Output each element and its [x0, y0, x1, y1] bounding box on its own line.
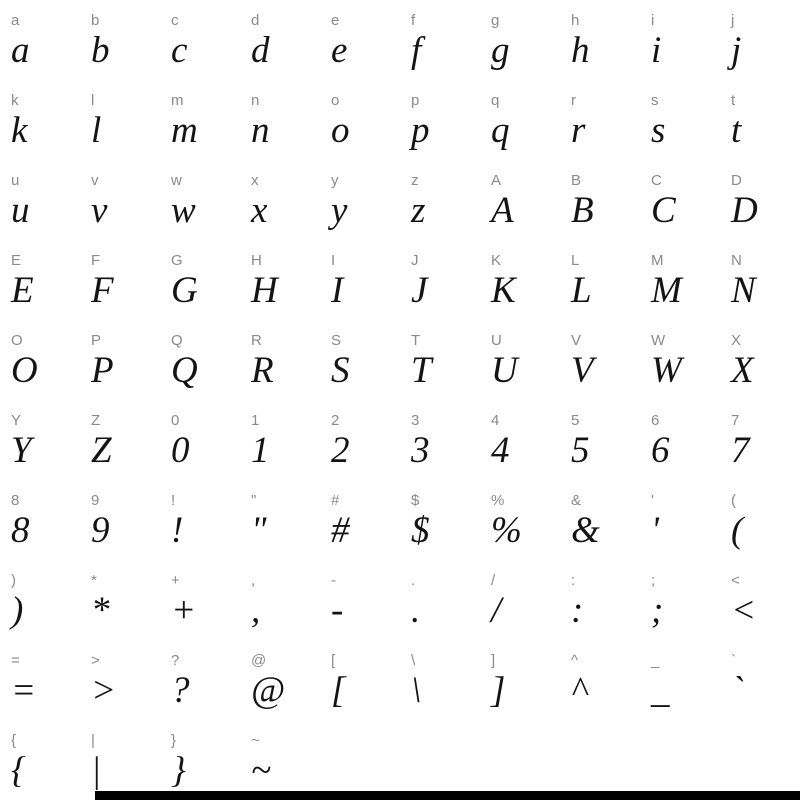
glyph-cell[interactable]: [320, 0, 400, 80]
glyph-label: R: [251, 332, 262, 349]
glyph-label: 5: [571, 412, 580, 429]
glyph-cell[interactable]: [160, 560, 240, 640]
glyph-label: #: [331, 492, 340, 509]
glyph-preview: :: [571, 590, 584, 631]
glyph-preview: T: [411, 350, 432, 391]
glyph-cell[interactable]: [160, 0, 240, 80]
glyph-label: r: [571, 92, 576, 109]
glyph-cell[interactable]: [160, 640, 240, 720]
glyph-cell[interactable]: [480, 240, 560, 320]
glyph-preview: j: [731, 30, 742, 71]
glyph-label: d: [251, 12, 260, 29]
glyph-cell[interactable]: [240, 240, 320, 320]
glyph-label: +: [171, 572, 180, 589]
glyph-preview: \: [411, 670, 422, 711]
glyph-cell[interactable]: [640, 240, 720, 320]
glyph-label: e: [331, 12, 340, 29]
glyph-preview: I: [331, 270, 344, 311]
glyph-preview: H: [251, 270, 278, 311]
glyph-preview: q: [491, 110, 510, 151]
glyph-label: w: [171, 172, 182, 189]
glyph-cell[interactable]: [640, 640, 720, 720]
glyph-cell[interactable]: [80, 720, 160, 800]
glyph-cell[interactable]: [400, 320, 480, 400]
glyph-preview: ]: [491, 670, 506, 711]
glyph-cell[interactable]: [80, 0, 160, 80]
glyph-label: S: [331, 332, 342, 349]
glyph-preview: /: [491, 590, 502, 631]
glyph-preview: E: [11, 270, 34, 311]
glyph-label: q: [491, 92, 500, 109]
glyph-cell[interactable]: [320, 640, 400, 720]
glyph-cell[interactable]: [480, 160, 560, 240]
glyph-preview: e: [331, 30, 348, 71]
glyph-label: A: [491, 172, 502, 189]
glyph-preview: S: [331, 350, 350, 391]
glyph-preview: C: [651, 190, 676, 231]
glyph-label: 4: [491, 412, 500, 429]
glyph-preview: m: [171, 110, 198, 151]
glyph-preview: t: [731, 110, 742, 151]
glyph-preview: G: [171, 270, 198, 311]
glyph-label: z: [411, 172, 419, 189]
glyph-label: j: [731, 12, 735, 29]
glyph-cell[interactable]: [320, 320, 400, 400]
glyph-label: F: [91, 252, 101, 269]
glyph-cell[interactable]: [560, 640, 640, 720]
glyph-cell[interactable]: [80, 320, 160, 400]
glyph-cell[interactable]: [560, 80, 640, 160]
glyph-cell[interactable]: [240, 720, 320, 800]
glyph-cell[interactable]: [0, 400, 80, 480]
glyph-label: \: [411, 652, 416, 669]
glyph-preview: o: [331, 110, 350, 151]
glyph-preview: B: [571, 190, 594, 231]
glyph-cell[interactable]: [160, 320, 240, 400]
glyph-label: o: [331, 92, 340, 109]
glyph-preview: l: [91, 110, 102, 151]
glyph-cell[interactable]: [240, 320, 320, 400]
glyph-preview: +: [171, 590, 196, 631]
glyph-cell[interactable]: [720, 640, 800, 720]
glyph-label: K: [491, 252, 502, 269]
glyph-label: X: [731, 332, 742, 349]
glyph-preview: p: [411, 110, 430, 151]
glyph-preview: y: [331, 190, 348, 231]
glyph-preview: K: [491, 270, 516, 311]
glyph-preview: f: [411, 30, 422, 71]
glyph-cell[interactable]: [480, 320, 560, 400]
glyph-preview: ?: [171, 670, 190, 711]
glyph-label: t: [731, 92, 736, 109]
glyph-label: O: [11, 332, 23, 349]
glyph-preview: A: [491, 190, 514, 231]
glyph-label: `: [731, 652, 736, 669]
glyph-cell[interactable]: [400, 560, 480, 640]
glyph-cell[interactable]: [320, 560, 400, 640]
glyph-label: =: [11, 652, 20, 669]
glyph-cell[interactable]: [480, 0, 560, 80]
glyph-cell[interactable]: [400, 400, 480, 480]
glyph-cell[interactable]: [160, 80, 240, 160]
glyph-cell[interactable]: [240, 560, 320, 640]
glyph-cell[interactable]: [240, 0, 320, 80]
glyph-preview: 2: [331, 430, 350, 471]
glyph-label: c: [171, 12, 179, 29]
glyph-label: {: [11, 732, 17, 749]
glyph-cell[interactable]: [160, 480, 240, 560]
glyph-label: 7: [731, 412, 740, 429]
glyph-label: v: [91, 172, 99, 189]
glyph-cell[interactable]: [560, 0, 640, 80]
glyph-preview: b: [91, 30, 110, 71]
glyph-label: !: [171, 492, 176, 509]
glyph-cell[interactable]: [400, 80, 480, 160]
glyph-cell[interactable]: [480, 480, 560, 560]
glyph-label: k: [11, 92, 19, 109]
glyph-preview: ;: [651, 590, 664, 631]
glyph-cell[interactable]: [0, 640, 80, 720]
glyph-cell[interactable]: [160, 160, 240, 240]
glyph-preview: =: [11, 670, 36, 711]
glyph-label: n: [251, 92, 260, 109]
glyph-cell[interactable]: [240, 480, 320, 560]
glyph-label: p: [411, 92, 420, 109]
glyph-cell[interactable]: [160, 400, 240, 480]
glyph-cell[interactable]: [720, 400, 800, 480]
glyph-preview: *: [91, 590, 110, 631]
glyph-label: Q: [171, 332, 183, 349]
glyph-cell[interactable]: [640, 80, 720, 160]
glyph-label: 2: [331, 412, 340, 429]
glyph-label: P: [91, 332, 102, 349]
glyph-label: :: [571, 572, 576, 589]
glyph-preview: 9: [91, 510, 110, 551]
glyph-cell[interactable]: [560, 160, 640, 240]
glyph-cell[interactable]: [0, 320, 80, 400]
glyph-preview: !: [171, 510, 184, 551]
glyph-cell[interactable]: [480, 640, 560, 720]
glyph-preview: ~: [251, 750, 272, 791]
glyph-preview: L: [571, 270, 592, 311]
glyph-preview: d: [251, 30, 270, 71]
glyph-cell[interactable]: [80, 480, 160, 560]
glyph-cell[interactable]: [720, 560, 800, 640]
glyph-preview: {: [11, 750, 26, 791]
glyph-label: H: [251, 252, 262, 269]
glyph-cell[interactable]: [80, 560, 160, 640]
glyph-preview: _: [651, 670, 670, 711]
glyph-label: *: [91, 572, 97, 589]
glyph-cell[interactable]: [0, 80, 80, 160]
glyph-label: [: [331, 652, 336, 669]
glyph-label: 1: [251, 412, 260, 429]
glyph-cell[interactable]: [160, 240, 240, 320]
glyph-cell[interactable]: [240, 400, 320, 480]
glyph-preview: 7: [731, 430, 750, 471]
glyph-cell[interactable]: [560, 400, 640, 480]
glyph-cell[interactable]: [400, 160, 480, 240]
glyph-label: 0: [171, 412, 180, 429]
glyph-preview: Z: [91, 430, 112, 471]
glyph-preview: .: [411, 590, 421, 631]
glyph-preview: Q: [171, 350, 198, 391]
glyph-preview: [: [331, 670, 346, 711]
glyph-cell[interactable]: [480, 80, 560, 160]
glyph-label: >: [91, 652, 100, 669]
glyph-label: @: [251, 652, 267, 669]
glyph-preview: 1: [251, 430, 270, 471]
glyph-label: }: [171, 732, 177, 749]
glyph-preview: $: [411, 510, 430, 551]
glyph-preview: n: [251, 110, 270, 151]
glyph-preview: x: [251, 190, 268, 231]
glyph-label: a: [11, 12, 20, 29]
glyph-preview: Y: [11, 430, 32, 471]
glyph-preview: ): [11, 590, 24, 631]
glyph-preview: @: [251, 670, 286, 711]
glyph-cell[interactable]: [320, 400, 400, 480]
glyph-preview: D: [731, 190, 758, 231]
glyph-label: 3: [411, 412, 420, 429]
glyph-label: Y: [11, 412, 22, 429]
glyph-label: .: [411, 572, 416, 589]
glyph-preview: (: [731, 510, 744, 551]
glyph-cell[interactable]: [240, 160, 320, 240]
glyph-preview: V: [571, 350, 594, 391]
glyph-cell[interactable]: [640, 320, 720, 400]
glyph-preview: c: [171, 30, 188, 71]
glyph-label: b: [91, 12, 100, 29]
glyph-label: (: [731, 492, 736, 509]
bottom-bar: [95, 791, 800, 800]
glyph-label: T: [411, 332, 421, 349]
glyph-cell[interactable]: [80, 240, 160, 320]
glyph-preview: i: [651, 30, 662, 71]
glyph-label: |: [91, 732, 95, 749]
glyph-label: C: [651, 172, 662, 189]
glyph-cell[interactable]: [640, 400, 720, 480]
glyph-preview: 4: [491, 430, 510, 471]
glyph-label: ^: [571, 652, 579, 669]
glyph-preview: v: [91, 190, 108, 231]
glyph-label: L: [571, 252, 580, 269]
glyph-preview: `: [731, 670, 744, 711]
glyph-label: Z: [91, 412, 101, 429]
glyph-label: -: [331, 572, 336, 589]
glyph-cell[interactable]: [720, 0, 800, 80]
glyph-cell[interactable]: [560, 560, 640, 640]
glyph-cell[interactable]: [720, 240, 800, 320]
glyph-cell[interactable]: [0, 560, 80, 640]
glyph-cell[interactable]: [720, 480, 800, 560]
glyph-preview: }: [171, 750, 186, 791]
glyph-preview: ^: [571, 670, 587, 711]
glyph-label: 6: [651, 412, 660, 429]
glyph-label: u: [11, 172, 20, 189]
glyph-cell[interactable]: [80, 640, 160, 720]
glyph-label: i: [651, 12, 655, 29]
glyph-preview: #: [331, 510, 350, 551]
glyph-label: ~: [251, 732, 260, 749]
glyph-preview: N: [731, 270, 756, 311]
glyph-preview: u: [11, 190, 30, 231]
glyph-label: D: [731, 172, 742, 189]
glyph-cell[interactable]: [240, 640, 320, 720]
glyph-label: ,: [251, 572, 256, 589]
glyph-cell[interactable]: [560, 320, 640, 400]
glyph-preview: J: [411, 270, 428, 311]
glyph-label: h: [571, 12, 580, 29]
glyph-label: m: [171, 92, 184, 109]
glyph-cell[interactable]: [0, 480, 80, 560]
glyph-preview: M: [651, 270, 682, 311]
glyph-label: I: [331, 252, 336, 269]
glyph-cell[interactable]: [720, 80, 800, 160]
glyph-preview: ': [651, 510, 659, 551]
glyph-cell[interactable]: [480, 560, 560, 640]
glyph-preview: F: [91, 270, 114, 311]
glyph-preview: -: [331, 590, 344, 631]
glyph-cell[interactable]: [560, 240, 640, 320]
glyph-label: V: [571, 332, 582, 349]
glyph-label: M: [651, 252, 664, 269]
glyph-preview: a: [11, 30, 30, 71]
glyph-cell[interactable]: [400, 240, 480, 320]
glyph-cell[interactable]: [320, 160, 400, 240]
glyph-cell[interactable]: [400, 0, 480, 80]
glyph-label: W: [651, 332, 666, 349]
glyph-preview: %: [491, 510, 522, 551]
glyph-preview: P: [91, 350, 114, 391]
glyph-preview: O: [11, 350, 38, 391]
glyph-label: ?: [171, 652, 180, 669]
glyph-cell[interactable]: [80, 160, 160, 240]
glyph-cell[interactable]: [0, 0, 80, 80]
glyph-preview: 5: [571, 430, 590, 471]
glyph-cell[interactable]: [400, 480, 480, 560]
glyph-label: E: [11, 252, 22, 269]
glyph-cell[interactable]: [640, 560, 720, 640]
glyph-cell[interactable]: [0, 720, 80, 800]
glyph-preview: <: [731, 590, 756, 631]
glyph-cell[interactable]: [80, 400, 160, 480]
glyph-label: G: [171, 252, 183, 269]
glyph-preview: h: [571, 30, 590, 71]
glyph-cell[interactable]: [720, 160, 800, 240]
glyph-label: U: [491, 332, 502, 349]
glyph-cell[interactable]: [400, 640, 480, 720]
glyph-preview: 3: [411, 430, 430, 471]
glyph-label: $: [411, 492, 420, 509]
glyph-cell[interactable]: [240, 80, 320, 160]
glyph-label: %: [491, 492, 505, 509]
glyph-preview: z: [411, 190, 426, 231]
glyph-label: y: [331, 172, 339, 189]
glyph-cell[interactable]: [640, 160, 720, 240]
glyph-preview: >: [91, 670, 116, 711]
glyph-label: J: [411, 252, 419, 269]
glyph-label: x: [251, 172, 259, 189]
glyph-label: _: [651, 652, 660, 669]
glyph-preview: R: [251, 350, 274, 391]
glyph-label: ): [11, 572, 16, 589]
glyph-cell[interactable]: [720, 320, 800, 400]
glyph-cell[interactable]: [0, 160, 80, 240]
glyph-preview: &: [571, 510, 600, 551]
glyph-label: N: [731, 252, 742, 269]
glyph-preview: k: [11, 110, 28, 151]
glyph-cell[interactable]: [320, 480, 400, 560]
glyph-label: s: [651, 92, 659, 109]
glyph-label: ": [251, 492, 257, 509]
glyph-cell[interactable]: [160, 720, 240, 800]
glyph-preview: U: [491, 350, 518, 391]
glyph-preview: X: [731, 350, 754, 391]
glyph-preview: r: [571, 110, 586, 151]
glyph-cell[interactable]: [0, 240, 80, 320]
glyph-label: f: [411, 12, 416, 29]
glyph-cell[interactable]: [480, 400, 560, 480]
glyph-label: ]: [491, 652, 496, 669]
glyph-cell[interactable]: [640, 480, 720, 560]
glyph-preview: |: [91, 750, 102, 791]
glyph-preview: 0: [171, 430, 190, 471]
glyph-cell[interactable]: [640, 0, 720, 80]
glyph-label: ;: [651, 572, 656, 589]
glyph-cell[interactable]: [80, 80, 160, 160]
glyph-label: &: [571, 492, 582, 509]
glyph-preview: w: [171, 190, 196, 231]
glyph-label: 8: [11, 492, 20, 509]
glyph-label: /: [491, 572, 496, 589]
glyph-label: 9: [91, 492, 100, 509]
glyph-label: ': [651, 492, 654, 509]
glyph-preview: W: [651, 350, 682, 391]
glyph-preview: ,: [251, 590, 261, 631]
glyph-preview: 6: [651, 430, 670, 471]
glyph-preview: s: [651, 110, 666, 151]
glyph-label: l: [91, 92, 95, 109]
glyph-cell[interactable]: [560, 480, 640, 560]
glyph-preview: 8: [11, 510, 30, 551]
glyph-preview: ": [251, 510, 267, 551]
glyph-label: B: [571, 172, 582, 189]
glyph-cell[interactable]: [320, 240, 400, 320]
glyph-label: g: [491, 12, 500, 29]
glyph-cell[interactable]: [320, 80, 400, 160]
glyph-label: <: [731, 572, 740, 589]
glyph-preview: g: [491, 30, 510, 71]
